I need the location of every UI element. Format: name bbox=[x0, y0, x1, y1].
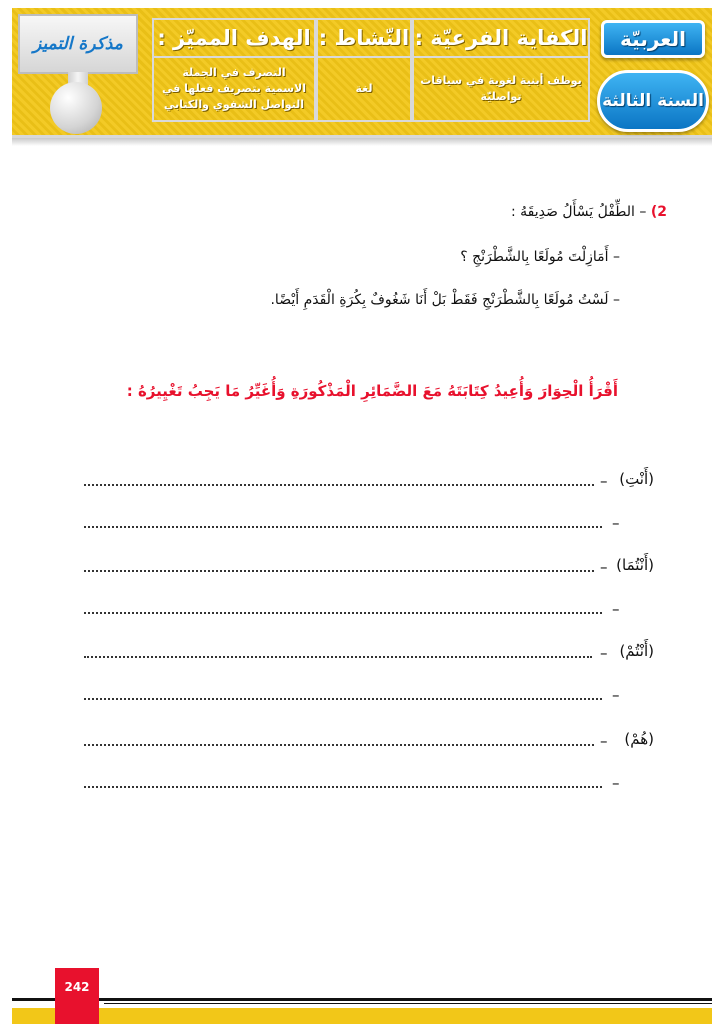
dash: – bbox=[600, 472, 608, 490]
answer-row-hum bbox=[0, 730, 724, 756]
page-number bbox=[55, 968, 99, 1024]
dialogue-line-2: – لَسْتُ مُولَعًا بِالشَّطْرَنْجِ فَقَطْ بَلْ أَنَا شَغُوفٌ بِكُرَةِ الْقَدَمِ أَيْضًا. bbox=[270, 292, 620, 308]
exercise-number: 2) bbox=[650, 204, 667, 220]
answer-field[interactable] bbox=[84, 484, 594, 486]
answer-field[interactable] bbox=[84, 612, 602, 614]
competency-title: الكفاية الفرعيّة : bbox=[414, 20, 588, 58]
answer-row-antum-reply bbox=[0, 684, 724, 710]
goal-title: الهدف المميّز : bbox=[154, 20, 314, 58]
dash: – bbox=[600, 558, 608, 576]
answer-row-antum bbox=[0, 642, 724, 668]
dash: – bbox=[612, 686, 620, 704]
answer-field[interactable] bbox=[84, 744, 594, 746]
answer-row-hum-reply bbox=[0, 772, 724, 798]
footer-rule bbox=[12, 998, 712, 1001]
answer-row-antuma bbox=[0, 556, 724, 582]
activity-title: النّشاط : bbox=[318, 20, 410, 58]
activity-text: لغة bbox=[355, 82, 373, 95]
answer-row-antuma-reply bbox=[0, 598, 724, 624]
pronoun-label: (هُمْ) bbox=[624, 730, 654, 748]
answer-field[interactable] bbox=[84, 570, 594, 572]
answer-field[interactable] bbox=[84, 526, 602, 528]
brand-logo bbox=[18, 14, 138, 74]
dash: – bbox=[612, 514, 620, 532]
answer-row-anti bbox=[0, 470, 724, 496]
answer-field[interactable] bbox=[84, 698, 602, 700]
subject-badge bbox=[601, 20, 705, 58]
grade-badge bbox=[597, 70, 709, 132]
dash: – bbox=[600, 644, 608, 662]
logo-ball-icon bbox=[50, 82, 102, 134]
competency-text: يوظف أبنية لغوية في سياقات تواصليّة bbox=[420, 74, 582, 103]
dash: – bbox=[600, 732, 608, 750]
footer-rule-thin bbox=[104, 1003, 712, 1004]
activity-cell bbox=[316, 18, 412, 122]
pronoun-label: (أَنْتُمْ) bbox=[619, 642, 654, 660]
dash: – bbox=[612, 774, 620, 792]
instruction-text: أَقْرَأُ الْحِوَارَ وَأُعِيدُ كِتَابَتَهُ مَعَ الضَّمَائِرِ الْمَذْكُورَةِ وَأُغَيِّرُ مَا يَجِبُ تَغْيِيرُهُ : bbox=[126, 382, 618, 400]
footer-bar bbox=[12, 1008, 712, 1024]
dash: – bbox=[612, 600, 620, 618]
pronoun-label: (أَنْتِ) bbox=[619, 470, 654, 488]
logo-text: مذكرة التميز bbox=[33, 34, 123, 54]
answer-field[interactable] bbox=[84, 656, 592, 658]
header-shadow bbox=[12, 138, 712, 146]
pronoun-label: (أَنْتُمَا) bbox=[616, 556, 654, 574]
exercise-intro: – الطِّفْلُ يَسْأَلُ صَدِيقَهُ : bbox=[511, 204, 647, 220]
page-number-label: 242 bbox=[64, 980, 90, 994]
grade-label: السنة الثالثة bbox=[602, 91, 704, 111]
goal-cell bbox=[152, 18, 316, 122]
answer-row-anti-reply bbox=[0, 512, 724, 538]
exercise-intro-line bbox=[511, 204, 667, 220]
subject-label: العربيّة bbox=[620, 27, 686, 51]
goal-text: التصرف في الجملة الاسمية بتصريف فعلها في التواصل الشفوي والكتابي bbox=[162, 66, 306, 111]
answer-field[interactable] bbox=[84, 786, 602, 788]
competency-cell bbox=[412, 18, 590, 122]
dialogue-line-1: – أَمَازِلْتَ مُولَعًا بِالشَّطْرَنْجِ ؟ bbox=[460, 249, 620, 265]
